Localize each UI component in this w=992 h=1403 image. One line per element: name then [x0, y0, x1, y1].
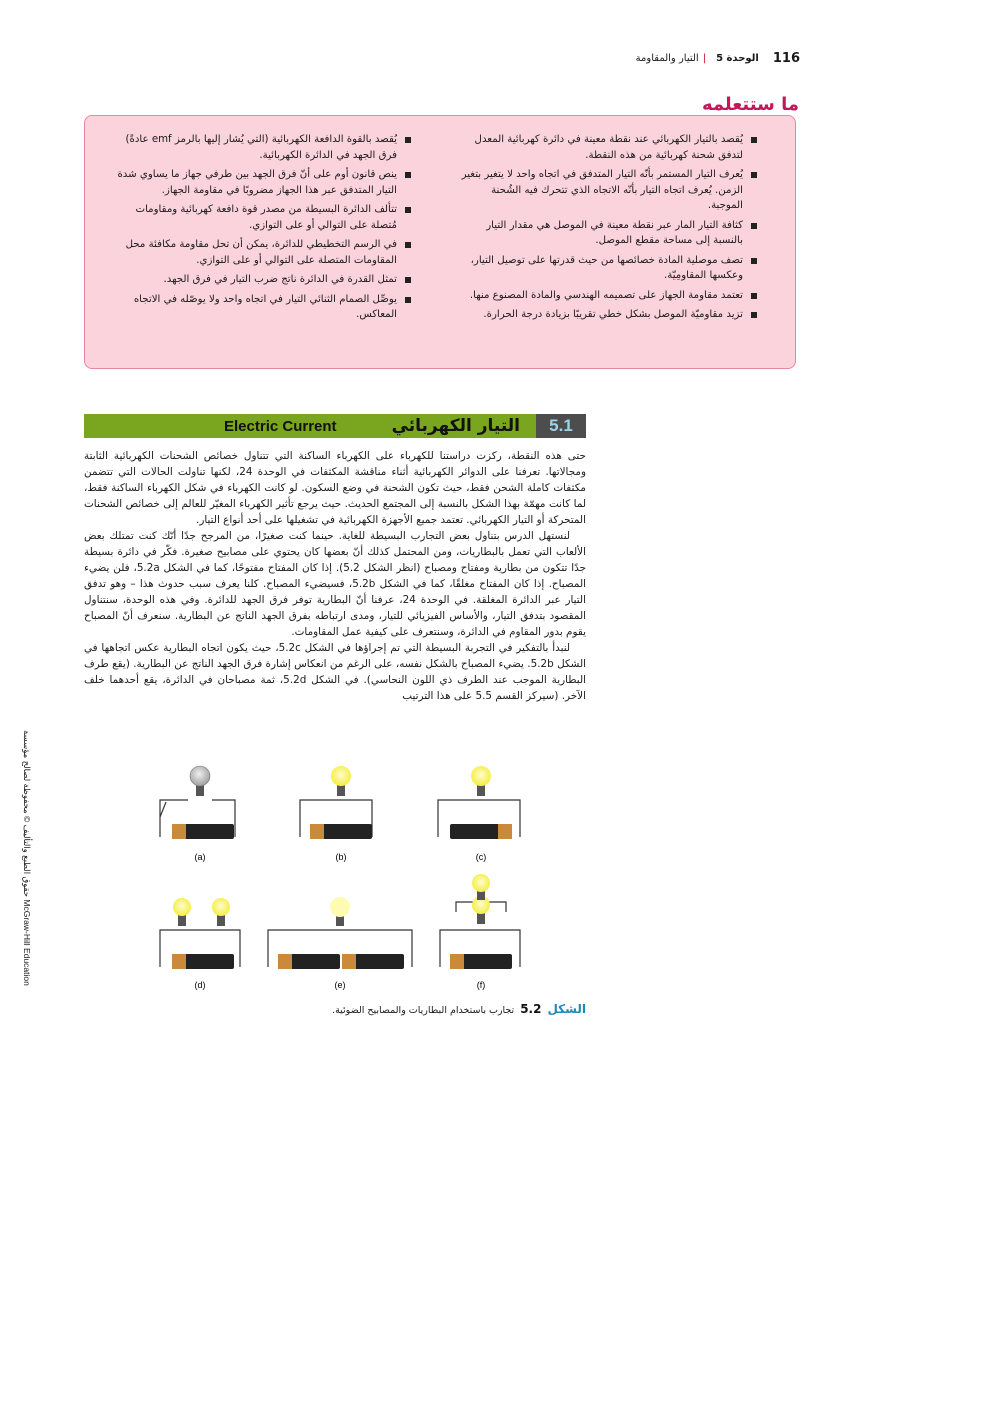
open-switch [160, 802, 166, 817]
caption-number: 5.2 [520, 1002, 542, 1016]
figure-label-c: (c) [475, 852, 487, 862]
figure-label-d: (d) [194, 980, 206, 990]
caption-text: تجارب باستخدام البطاريات والمصابيح الضوئية. [332, 1005, 515, 1016]
battery-cap [310, 824, 324, 839]
section-title-en: Electric Current [224, 417, 337, 435]
learn-list-right [459, 132, 759, 327]
paragraph: لنبدأ بالتفكير في التجربة البسيطة التي تم إجراؤها في الشكل 5.2c، حيث يكون اتجاه البطارية عكس اتجاهها في الشكل 5.2b. يضيء المصباح بالشكل نفسه، على الرغم من انعكاس إشارة فرق الجهد الناتج عن البطارية. (يقع طرف البطارية الموجب عند الطرف ذي اللون النحاسي). في الشكل 5.2d، ثمة مصباحان في الدائرة، يقع أحدهما خلف الآخر. (سيركز القسم 5.5 على هذا الترتيب [84, 642, 586, 702]
figure-label-b: (b) [335, 852, 347, 862]
circuit-e [268, 897, 412, 990]
figure-circuits [140, 762, 540, 994]
learn-box [84, 115, 796, 369]
circuit-a [160, 766, 235, 862]
header-separator: | [702, 52, 707, 64]
section-number: 5.1 [536, 414, 586, 438]
learn-list-left [113, 132, 413, 327]
bulb-lit [471, 766, 491, 786]
section-title-ar: التيار الكهربائي [391, 416, 520, 436]
battery-cap [172, 824, 186, 839]
section-title-band [84, 414, 536, 438]
bulb-lit [472, 874, 490, 892]
circuit-c [438, 766, 520, 862]
learn-item: يوصِّل الصمام الثنائي التيار في اتجاه واحد ولا يوصّله في الاتجاه المعاكس. [113, 292, 413, 323]
battery-cap [172, 954, 186, 969]
bulb-lit [173, 898, 191, 916]
learn-item: يُعرف التيار المستمر بأنّه التيار المتدفق في اتجاه واحد لا يتغير بتغير الزمن. يُعرف اتجاه التيار بأنّه الاتجاه الذي تتحرك فيه الشُحنة الموجبة. [459, 167, 759, 214]
learn-item: تزيد مقاوميّة الموصل بشكل خطي تقريبًا بزيادة درجة الحرارة. [459, 307, 759, 323]
learn-item: ينص قانون أوم على أنّ فرق الجهد بين طرفي جهاز ما يساوي شدة التيار المتدفق عبر هذا الجهاز مضروبًا في مقاومة الجهاز. [113, 167, 413, 198]
learn-item: تمثل القدرة في الدائرة ناتج ضرب التيار في فرق الجهد. [113, 272, 413, 288]
bulb-lit [331, 766, 351, 786]
bulb-unlit [190, 766, 210, 786]
figure-label-f: (f) [476, 980, 486, 990]
learn-item: تعتمد مقاومة الجهاز على تصميمه الهندسي والمادة المصنوع منها. [459, 288, 759, 304]
caption-label: الشكل [547, 1002, 586, 1016]
circuit-d [160, 898, 240, 990]
page-header [600, 48, 800, 68]
bulb-bright [330, 897, 350, 917]
learn-item: كثافة التيار المار عبر نقطة معينة في الموصل هي مقدار التيار بالنسبة إلى مساحة مقطع الموصل. [459, 218, 759, 249]
section-heading-bar [84, 414, 586, 438]
battery-cap [278, 954, 292, 969]
unit-label: الوحدة 5 [716, 52, 759, 64]
circuits-diagram [140, 762, 540, 994]
circuit-b [300, 766, 372, 862]
side-credit [20, 730, 32, 1030]
body-text [84, 448, 586, 704]
paragraph: لنستهل الدرس بتناول بعض التجارب البسيطة للغاية. حينما كنت صغيرًا، من المرجح جدًا أنّك كنت تمتلك بعض الألعاب التي تعمل بالبطاريات، ومن المحتمل كذلك أنّ بعضها كان يحتوي على مصابيح صغيرة. فكّر في دائرة بسيطة جدًا تتكون من بطارية ومفتاح ومصباح (انظر الشكل 5.2). إذا كان المفتاح مفتوحًا، كما في الشكل 5.2a، فلن يضيء المصباح. إذا كان المفتاح مغلقًا، كما في الشكل 5.2b، فسيضيء المصباح. كلنا يعرف سبب حدوث هذا – وهو تدفق التيار عبر الدائرة المغلقة. في الوحدة 24، عرفنا أنّ البطارية توفر فرق الجهد للدائرة. وفي هذه الوحدة، سنتناول المقصود بتدفق التيار، والأساس الفيزيائي للتيار، ومدى ارتباطه بفرق الجهد الناتج عن البطارية. سنعرف أنّ المصباح يقوم بدور المقاوم في الدائرة، وسنتعرف على كيفية عمل المقاومات. [84, 530, 586, 638]
learn-item: تتألف الدائرة البسيطة من مصدر قوة دافعة كهربائية ومقاومات مُتصلة على التوالي أو على التوازي. [113, 202, 413, 233]
side-credit-text: حقوق الطبع والتأليف © محفوظة لصالح مؤسسة McGraw-Hill Education [22, 730, 32, 986]
learn-item: تصف موصلية المادة خصائصها من حيث قدرتها على توصيل التيار، وعكسها المقاومِيّة. [459, 253, 759, 284]
figure-label-a: (a) [194, 852, 206, 862]
learn-item: يُقصد بالقوة الدافعة الكهربائية (التي يُشار إليها بالرمز emf عادةً) فرق الجهد في الدائرة الكهربائية. [113, 132, 413, 163]
circuit-f [440, 874, 520, 990]
battery-cap [450, 954, 464, 969]
learn-item: في الرسم التخطيطي للدائرة، يمكن أن تحل مقاومة مكافئة محل المقاومات المتصلة على التوالي أو على التوازي. [113, 237, 413, 268]
bulb-lit [212, 898, 230, 916]
figure-label-e: (e) [334, 980, 346, 990]
unit-title: التيار والمقاومة [635, 52, 699, 64]
battery-cap [498, 824, 512, 839]
battery-cap [342, 954, 356, 969]
learn-title: ما ستتعلمه [701, 94, 799, 115]
learn-item: يُقصد بالتيار الكهربائي عند نقطة معينة في دائرة كهربائية المعدل لتدفق شحنة كهربائية من هذه النقطة. [459, 132, 759, 163]
paragraph: حتى هذه النقطة، ركزت دراستنا للكهرباء على الكهرباء الساكنة التي تتناول خصائص الشحنات الكهربائية الثابتة ومجالاتها. تعرفنا على الدوائر الكهربائية أثناء مناقشة المكثفات في الوحدة 24، لكنها تناولت الحالات التي تتضمن مكثفات كاملة الشحن فقط، حيث تكون الشحنة في وضع السكون. لو كانت الكهرباء في شكل الكهرباء الساكنة فقط، لما كانت مهمّة بهذا الشكل بالنسبة إلى المجتمع الحديث. حيث يرجع تأثير الكهرباء المغيّر للعالم إلى خصائص الشحنات المتحركة أو التيار الكهربائي. تعتمد جميع الأجهزة الكهربائية في تشغيلها على أحد أنواع التيار. [84, 450, 586, 526]
figure-caption [300, 1002, 586, 1016]
page-number: 116 [772, 50, 800, 66]
